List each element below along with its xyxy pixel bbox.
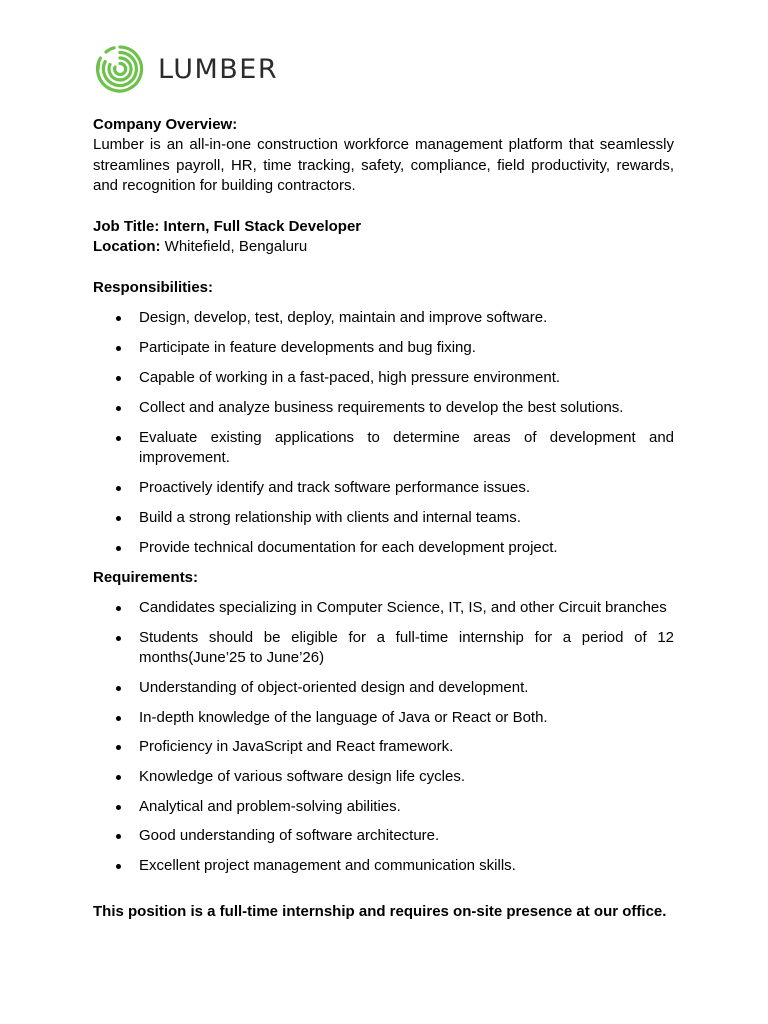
job-info-section (93, 217, 674, 257)
job-description-page (93, 40, 674, 922)
job-location (93, 237, 674, 257)
onsite-notice: This position is a full-time internship and requires on-site presence at our office. (93, 902, 667, 920)
bullet-icon (116, 716, 121, 721)
bullet-icon (116, 346, 121, 351)
bullet-icon (116, 805, 121, 810)
location-value: Whitefield, Bengaluru (160, 237, 308, 255)
bullet-icon (116, 406, 121, 411)
bullet-icon (116, 516, 121, 521)
company-name: LUMBER (158, 53, 279, 85)
list-item: Proficiency in JavaScript and React framework. (93, 737, 674, 758)
bullet-icon (116, 486, 121, 491)
list-item: Build a strong relationship with clients and internal teams. (93, 508, 674, 529)
list-item: Provide technical documentation for each development project. (93, 538, 674, 559)
bullet-icon (116, 436, 121, 441)
list-item: Proactively identify and track software performance issues. (93, 478, 674, 499)
requirements-list (93, 598, 674, 877)
bullet-icon (116, 775, 121, 780)
company-overview-section (93, 115, 674, 197)
bullet-icon (116, 864, 121, 869)
list-item: Design, develop, test, deploy, maintain and improve software. (93, 308, 674, 329)
job-title: Job Title: Intern, Full Stack Developer (93, 217, 362, 235)
list-item: Candidates specializing in Computer Science, IT, IS, and other Circuit branches (93, 598, 674, 619)
bullet-icon (116, 745, 121, 750)
responsibilities-heading: Responsibilities: (93, 278, 214, 296)
bullet-icon (116, 686, 121, 691)
list-item: In-depth knowledge of the language of Java or React or Both. (93, 708, 674, 729)
list-item: Collect and analyze business requirements to develop the best solutions. (93, 398, 674, 419)
bullet-icon (116, 636, 121, 641)
bullet-icon (116, 316, 121, 321)
bullet-icon (116, 376, 121, 381)
bullet-icon (116, 546, 121, 551)
list-item: Analytical and problem-solving abilities. (93, 797, 674, 818)
bullet-icon (116, 606, 121, 611)
company-logo (93, 40, 674, 98)
list-item: Participate in feature developments and bug fixing. (93, 338, 674, 359)
list-item: Understanding of object-oriented design and development. (93, 678, 674, 699)
location-label: Location: (93, 237, 161, 255)
list-item: Excellent project management and communication skills. (93, 856, 674, 877)
list-item: Capable of working in a fast-paced, high pressure environment. (93, 368, 674, 389)
company-overview-text: Lumber is an all-in-one construction workforce management platform that seamlessly streamlines payroll, HR, time tracking, safety, compliance, field productivity, rewards, and recognition for building contractors. (93, 136, 674, 194)
list-item: Students should be eligible for a full-time internship for a period of 12 months(June’25 to June’26) (93, 628, 674, 669)
list-item: Knowledge of various software design life cycles. (93, 767, 674, 788)
bullet-icon (116, 834, 121, 839)
list-item: Good understanding of software architecture. (93, 826, 674, 847)
responsibilities-list (93, 308, 674, 559)
company-overview-heading: Company Overview: (93, 116, 238, 133)
list-item: Evaluate existing applications to determine areas of development and improvement. (93, 428, 674, 469)
lumber-logo-icon (94, 43, 146, 95)
requirements-heading: Requirements: (93, 569, 199, 586)
